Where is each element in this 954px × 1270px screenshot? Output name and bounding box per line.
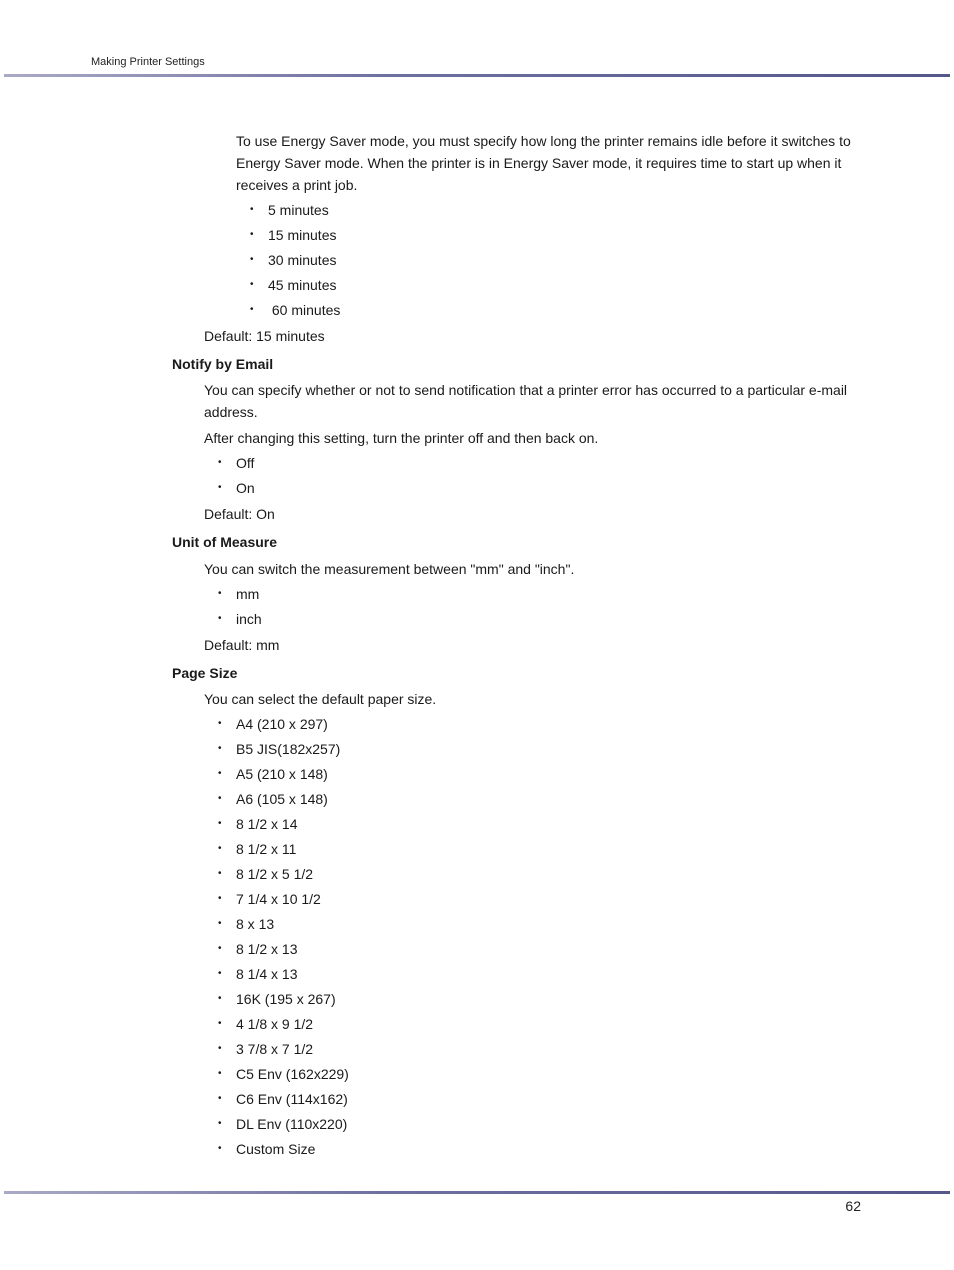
list-item: • C6 Env (114x162) <box>218 1091 348 1107</box>
list-item: • Off <box>218 455 255 471</box>
list-item: • DL Env (110x220) <box>218 1116 348 1132</box>
list-item: • C5 Env (162x229) <box>218 1066 349 1082</box>
list-item: • A4 (210 x 297) <box>218 716 328 732</box>
unit-of-measure-options <box>218 584 418 634</box>
list-item: • 3 7/8 x 7 1/2 <box>218 1041 314 1057</box>
list-item: • 4 1/8 x 9 1/2 <box>218 1016 314 1032</box>
list-item: • 16K (195 x 267) <box>218 991 336 1007</box>
list-item: • 45 minutes <box>250 277 337 293</box>
list-item: • 7 1/4 x 10 1/2 <box>218 891 321 907</box>
list-item: • On <box>218 480 255 496</box>
energy-saver-intro: To use Energy Saver mode, you must specify how long the printer remains idle before it switches to Energy Saver mode. When the printer is in Energy Saver mode, it requires time to start up when it receives a print job. <box>236 133 851 193</box>
page-size-heading: Page Size <box>172 665 238 681</box>
list-item: • A5 (210 x 148) <box>218 766 328 782</box>
unit-of-measure-default: Default: mm <box>204 637 280 653</box>
list-item: • 5 minutes <box>250 202 329 218</box>
unit-of-measure-desc: You can switch the measurement between "mm" and "inch". <box>204 561 575 577</box>
page-size-options <box>218 714 518 1164</box>
list-item: • 8 1/2 x 14 <box>218 816 298 832</box>
list-item: • mm <box>218 586 260 602</box>
list-item: • 8 x 13 <box>218 916 275 932</box>
unit-of-measure-heading: Unit of Measure <box>172 534 278 550</box>
list-item: • Custom Size <box>218 1141 316 1157</box>
notify-by-email-heading: Notify by Email <box>172 356 274 372</box>
list-item: • 60 minutes <box>250 302 341 318</box>
list-item: • 8 1/2 x 13 <box>218 941 298 957</box>
list-item: • 15 minutes <box>250 227 337 243</box>
list-item: • B5 JIS(182x257) <box>218 741 341 757</box>
running-head: Making Printer Settings <box>91 56 205 68</box>
header-rule <box>4 74 950 77</box>
page-size-desc: You can select the default paper size. <box>204 691 437 707</box>
list-item: • inch <box>218 611 262 627</box>
list-item: • 8 1/2 x 5 1/2 <box>218 866 314 882</box>
list-item: • A6 (105 x 148) <box>218 791 328 807</box>
notify-by-email-note: After changing this setting, turn the printer off and then back on. <box>204 430 599 446</box>
page-number: 62 <box>845 1198 861 1214</box>
footer-rule <box>4 1191 950 1194</box>
notify-by-email-desc: You can specify whether or not to send notification that a printer error has occurred to a particular e-mail address. <box>204 382 848 420</box>
energy-saver-default: Default: 15 minutes <box>204 328 325 344</box>
list-item: • 30 minutes <box>250 252 337 268</box>
list-item: • 8 1/4 x 13 <box>218 966 298 982</box>
notify-by-email-options <box>218 453 418 503</box>
notify-by-email-default: Default: On <box>204 506 275 522</box>
energy-saver-options <box>250 200 550 325</box>
list-item: • 8 1/2 x 11 <box>218 841 297 857</box>
